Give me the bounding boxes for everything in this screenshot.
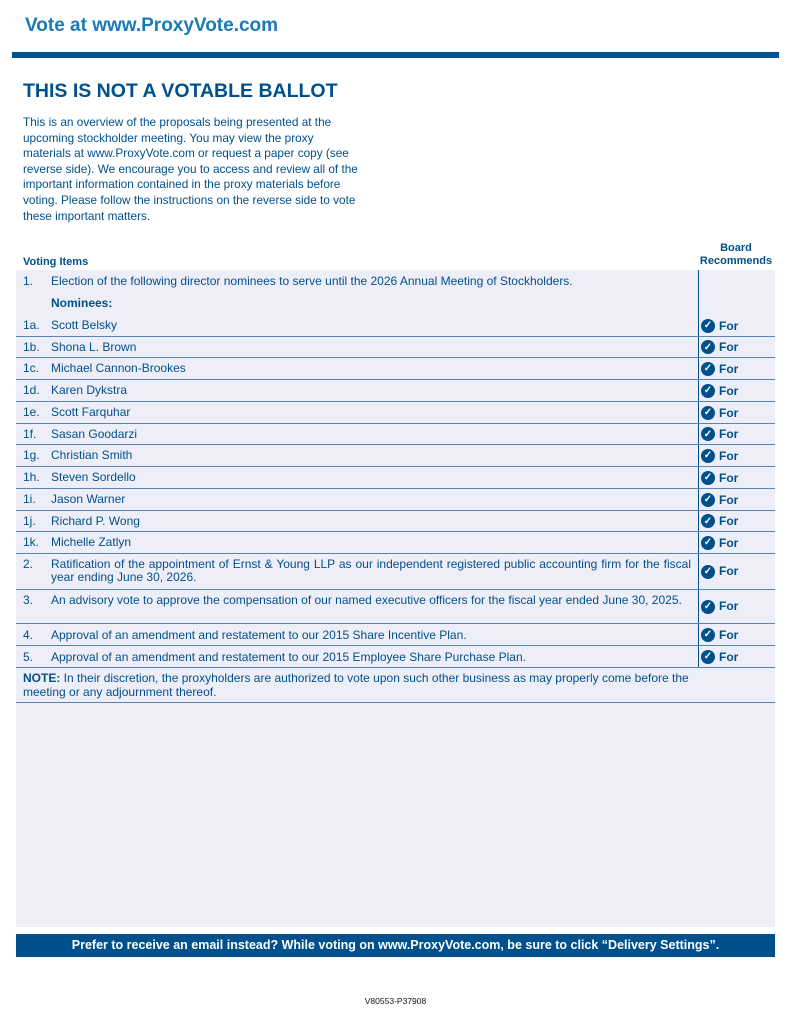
nominee-name: Karen Dykstra xyxy=(51,383,128,397)
nominee-number: 1c. xyxy=(23,361,40,375)
board-recommendation: ✓ For xyxy=(701,650,738,664)
nominee-number: 1f. xyxy=(23,427,37,441)
check-circle-icon: ✓ xyxy=(701,565,715,579)
nominee-name: Scott Farquhar xyxy=(51,405,131,419)
proposal-text: Approval of an amendment and restatement to our 2015 Employee Share Purchase Plan. xyxy=(51,650,526,664)
intro-line: important information contained in the proxy materials before xyxy=(23,177,341,192)
intro-line: these important matters. xyxy=(23,208,151,223)
check-circle-icon: ✓ xyxy=(701,384,715,398)
intro-line: voting. Please follow the instructions on the reverse side to vote xyxy=(23,192,356,207)
proposal-number: 1. xyxy=(23,274,34,288)
proposal-number: 4. xyxy=(23,628,34,642)
check-circle-icon: ✓ xyxy=(701,650,715,664)
note-divider xyxy=(16,702,775,703)
board-recommendation: ✓ For xyxy=(701,471,738,485)
proposal-row-5 xyxy=(16,646,775,668)
nominee-name: Jason Warner xyxy=(51,492,126,506)
note-text: In their discretion, the proxyholders are authorized to vote upon such other business as may properly come before the meeting or any adjournment thereof. xyxy=(23,671,689,699)
proposal-row-1 xyxy=(16,274,775,292)
nominee-name: Sasan Goodarzi xyxy=(51,427,138,441)
nominee-row xyxy=(16,380,775,402)
nominees-label: Nominees: xyxy=(51,296,113,310)
header-rule xyxy=(12,52,779,58)
proposal-row-2 xyxy=(16,554,775,590)
nominee-name: Scott Belsky xyxy=(51,318,118,332)
voting-items-header: Voting Items xyxy=(23,256,89,268)
nominee-number: 1g. xyxy=(23,448,40,462)
intro-paragraph xyxy=(23,115,383,224)
check-circle-icon: ✓ xyxy=(701,449,715,463)
board-recommendation: ✓ For xyxy=(701,565,738,579)
check-circle-icon: ✓ xyxy=(701,600,715,614)
board-recommendation: ✓ For xyxy=(701,628,738,642)
recommends-label: Recommends xyxy=(699,254,773,267)
nominee-row xyxy=(16,315,775,337)
proposal-text: Election of the following director nominees to serve until the 2026 Annual Meeting of Stockholders. xyxy=(51,274,573,288)
nominee-number: 1b. xyxy=(23,340,40,354)
note-paragraph xyxy=(23,671,703,699)
nominee-number: 1e. xyxy=(23,405,40,419)
nominee-name: Michael Cannon-Brookes xyxy=(51,361,186,375)
check-circle-icon: ✓ xyxy=(701,628,715,642)
nominee-number: 1a. xyxy=(23,318,40,332)
check-circle-icon: ✓ xyxy=(701,514,715,528)
proposal-number: 3. xyxy=(23,593,34,607)
proposal-row-4 xyxy=(16,624,775,646)
nominee-number: 1k. xyxy=(23,535,40,549)
proposal-text: Ratification of the appointment of Ernst & Young LLP as our independent registered public accounting firm for the fiscal year ending June 30, 2026. xyxy=(51,557,691,584)
check-circle-icon: ✓ xyxy=(701,471,715,485)
nominee-row xyxy=(16,358,775,380)
board-recommendation: ✓ For xyxy=(701,319,738,333)
nominee-name: Shona L. Brown xyxy=(51,340,137,354)
proposal-number: 2. xyxy=(23,557,34,571)
board-recommendation: ✓ For xyxy=(701,340,738,354)
proposal-number: 5. xyxy=(23,650,34,664)
board-recommendation: ✓ For xyxy=(701,514,738,528)
check-circle-icon: ✓ xyxy=(701,536,715,550)
check-circle-icon: ✓ xyxy=(701,362,715,376)
board-recommends-header xyxy=(694,242,778,267)
nominee-number: 1h. xyxy=(23,470,40,484)
board-recommendation: ✓ For xyxy=(701,536,738,550)
nominee-name: Michelle Zatlyn xyxy=(51,535,132,549)
check-circle-icon: ✓ xyxy=(701,340,715,354)
board-recommendation: ✓ For xyxy=(701,406,738,420)
nominee-row xyxy=(16,489,775,511)
board-recommendation: ✓ For xyxy=(701,493,738,507)
page-title: THIS IS NOT A VOTABLE BALLOT xyxy=(23,80,338,102)
header-title: Vote at www.ProxyVote.com xyxy=(25,15,279,36)
board-recommendation: ✓ For xyxy=(701,384,738,398)
nominee-row xyxy=(16,532,775,554)
intro-line: upcoming stockholder meeting. You may view the proxy xyxy=(23,130,314,145)
proposal-text: Approval of an amendment and restatement to our 2015 Share Incentive Plan. xyxy=(51,628,467,642)
nominees-label-row xyxy=(16,296,775,314)
nominee-number: 1j. xyxy=(23,514,36,528)
proposal-text: An advisory vote to approve the compensation of our named executive officers for the fiscal year ended June 30, 2025. xyxy=(51,593,682,607)
intro-line: reverse side). We encourage you to access and review all of the xyxy=(23,161,358,176)
document-code: V80553-P37908 xyxy=(364,996,427,1006)
intro-line: materials at www.ProxyVote.com or request a paper copy (see xyxy=(23,146,349,161)
nominee-name: Richard P. Wong xyxy=(51,514,140,528)
nominee-number: 1d. xyxy=(23,383,40,397)
delivery-settings-banner: Prefer to receive an email instead? While voting on www.ProxyVote.com, be sure to click “Delivery Settings”. xyxy=(16,934,775,957)
nominee-number: 1i. xyxy=(23,492,36,506)
nominee-row xyxy=(16,424,775,445)
board-recommendation: ✓ For xyxy=(701,600,738,614)
nominee-row xyxy=(16,402,775,424)
nominee-row xyxy=(16,337,775,358)
board-recommendation: ✓ For xyxy=(701,362,738,376)
board-recommendation: ✓ For xyxy=(701,449,738,463)
board-label: Board xyxy=(720,242,752,254)
nominee-row xyxy=(16,511,775,532)
nominee-row xyxy=(16,467,775,489)
check-circle-icon: ✓ xyxy=(701,427,715,441)
board-recommendation: ✓ For xyxy=(701,427,738,441)
note-label: NOTE: xyxy=(23,671,61,685)
intro-line: This is an overview of the proposals being presented at the xyxy=(23,115,332,129)
nominee-name: Steven Sordello xyxy=(51,470,136,484)
proposal-row-3 xyxy=(16,590,775,624)
check-circle-icon: ✓ xyxy=(701,493,715,507)
check-circle-icon: ✓ xyxy=(701,406,715,420)
check-circle-icon: ✓ xyxy=(701,319,715,333)
nominee-name: Christian Smith xyxy=(51,448,133,462)
nominee-row xyxy=(16,445,775,467)
